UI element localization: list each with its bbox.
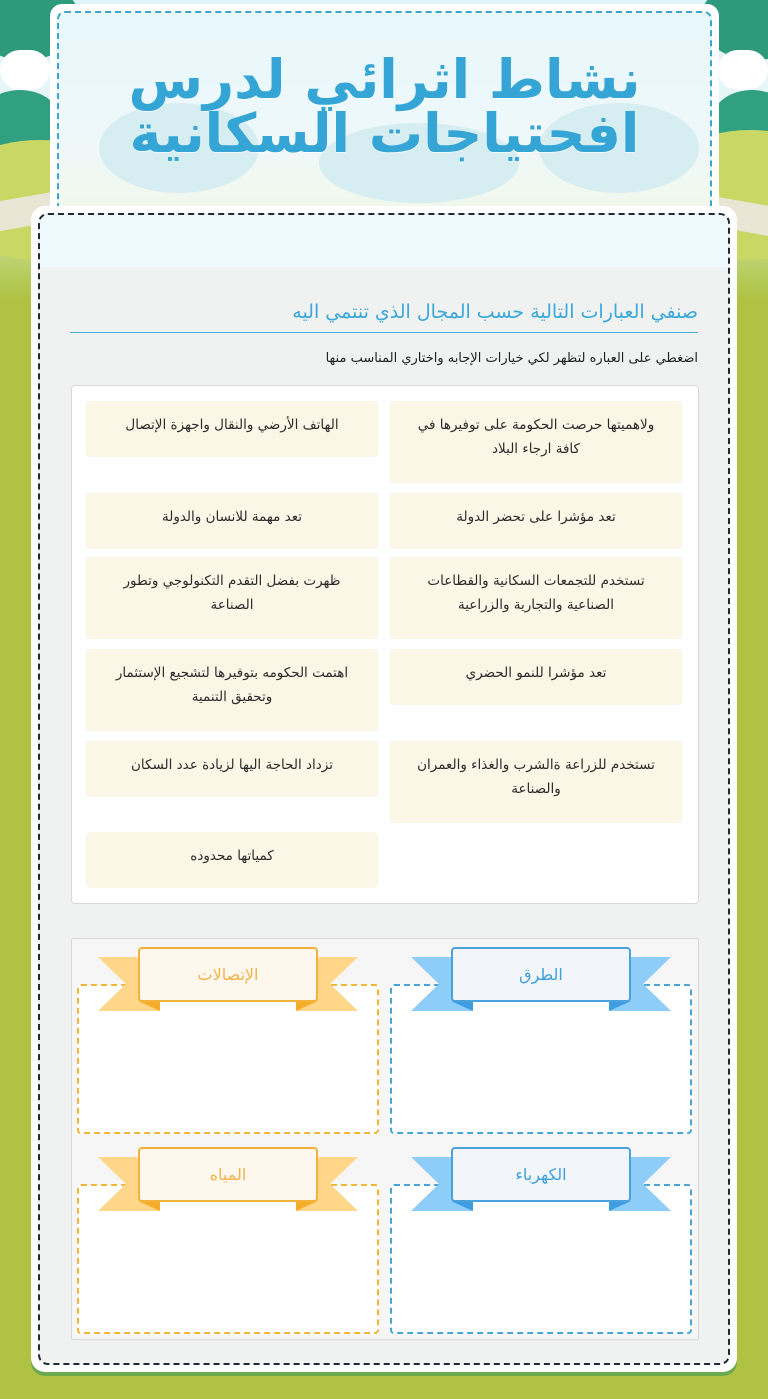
statement-card[interactable]: ولاهميتها حرصت الحكومة على توفيرها في كافة ارجاء البلاد: [390, 401, 682, 483]
categories-panel: [71, 938, 699, 1340]
header-inner: [57, 11, 712, 224]
statement-card[interactable]: تعد مهمة للانسان والدولة: [86, 493, 378, 549]
category-label: الكهرباء: [451, 1147, 631, 1202]
cloud-decoration: [718, 50, 768, 90]
statement-card[interactable]: ظهرت بفضل التقدم التكنولوجي وتطور الصناعة: [86, 557, 378, 639]
statement-card[interactable]: اهتمت الحكومه بتوفيرها لتشجيع الإستثمار وتحقيق التنمية: [86, 649, 378, 731]
category-ribbon-water: [98, 1147, 358, 1211]
statement-card[interactable]: الهاتف الأرضي والنقال واجهزة الإتصال: [86, 401, 378, 457]
statement-card[interactable]: تعد مؤشرا للنمو الحضري: [390, 649, 682, 705]
activity-card: [31, 206, 737, 1372]
category-label: الإتصالات: [138, 947, 318, 1002]
statement-card[interactable]: كمياتها محدوده: [86, 832, 378, 888]
category-label: المياه: [138, 1147, 318, 1202]
header-card: [50, 4, 719, 224]
statement-card[interactable]: تستخدم للزراعة ةالشرب والغذاء والعمران والصناعة: [390, 741, 682, 823]
cloud-decoration: [0, 50, 50, 90]
statements-panel: [71, 385, 699, 904]
category-ribbon-electricity: [411, 1147, 671, 1211]
page-title: نشاط اثرائي لدرس افحتياجات السكانية: [128, 48, 641, 165]
activity-top-band: [40, 215, 728, 267]
category-ribbon-roads: [411, 947, 671, 1011]
statement-card[interactable]: تعد مؤشرا على تحضر الدولة: [390, 493, 682, 549]
category-label: الطرق: [451, 947, 631, 1002]
statement-card[interactable]: تزداد الحاجة اليها لزيادة عدد السكان: [86, 741, 378, 797]
statement-card[interactable]: تستخدم للتجمعات السكانية والقطاعات الصناعية والتجارية والزراعية: [390, 557, 682, 639]
activity-heading: صنفي العبارات التالية حسب المجال الذي تنتمي اليه: [70, 301, 698, 333]
activity-card-inner: [38, 213, 730, 1365]
category-ribbon-communications: [98, 947, 358, 1011]
activity-instruction: اضغطي على العباره لتظهر لكي خيارات الإجابه واختاري المناسب منها: [325, 351, 698, 366]
